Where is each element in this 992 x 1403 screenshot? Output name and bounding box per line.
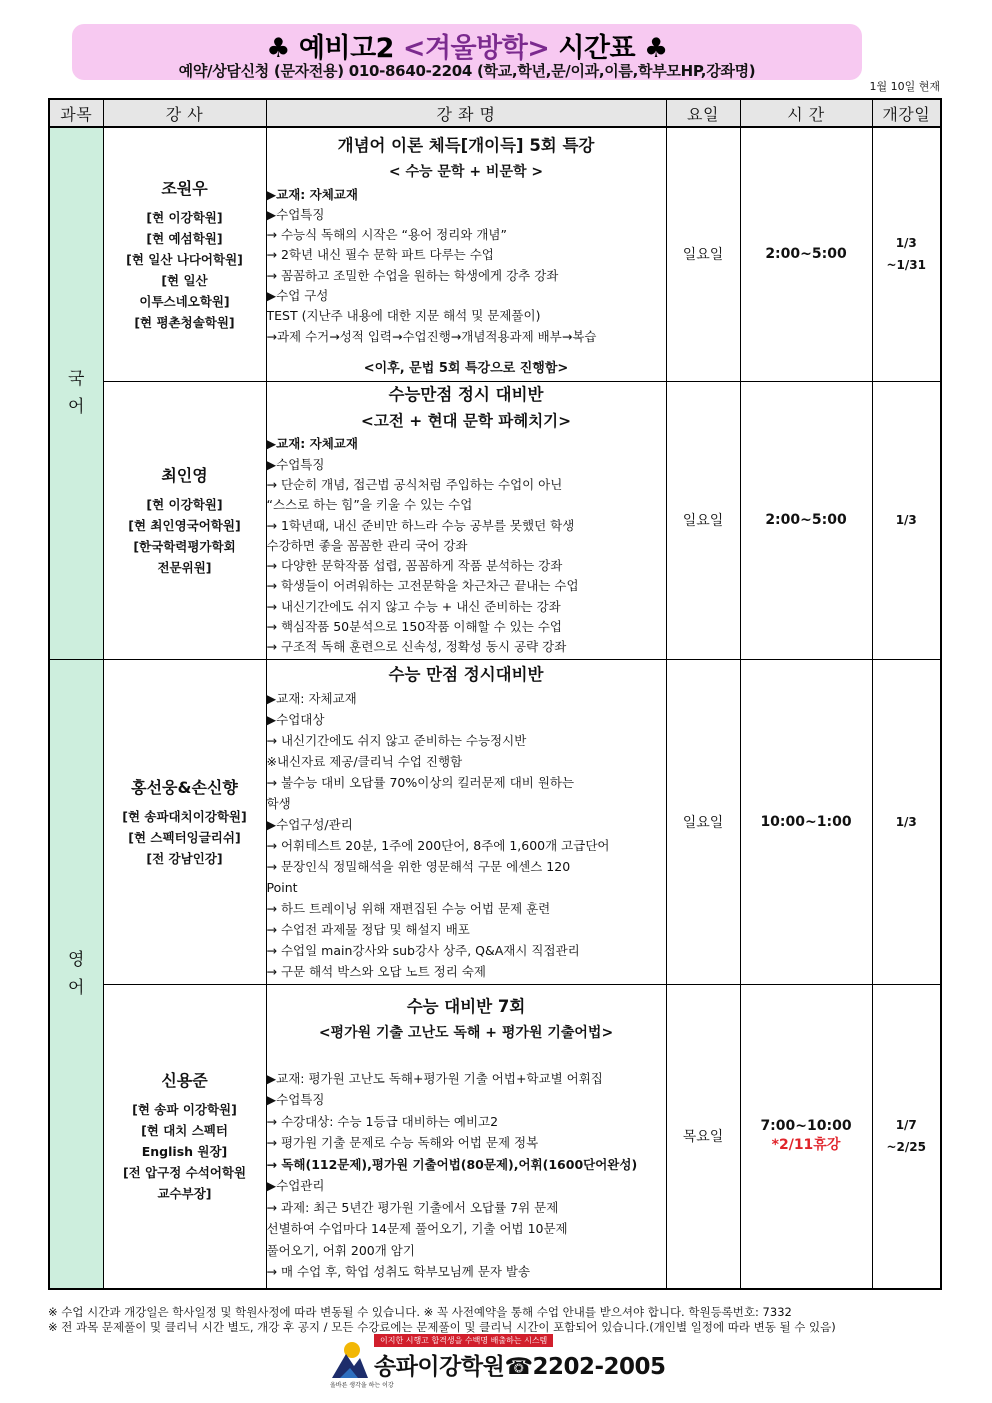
day-cell: 일요일 bbox=[666, 659, 740, 984]
as-of-date: 1월 10일 현재 bbox=[869, 80, 940, 93]
detail-line: ▶수업특징 bbox=[266, 206, 325, 222]
teacher-cred: 이투스네오학원] bbox=[139, 293, 230, 309]
open-cell bbox=[872, 381, 941, 659]
detail-line: → 과제: 최근 5년간 평가원 기출에서 오답률 7위 문제 bbox=[266, 1199, 559, 1215]
teacher-cred: [한국학력평가학회 bbox=[133, 538, 236, 554]
open-date: ~1/31 bbox=[886, 258, 926, 273]
course-cell bbox=[266, 127, 666, 381]
col-day: 요일 bbox=[666, 99, 740, 127]
footer-note: ※ 전 과목 문제풀이 및 클리닉 시간 별도, 개강 후 공지 / 모든 수강료에는 문제풀이 및 클리닉 시간이 포함되어 있습니다.(개인별 일정에 따라 변동 될 수 있음) bbox=[48, 1320, 836, 1334]
teacher-cred: [현 스펙터잉글리쉬] bbox=[128, 829, 241, 845]
detail-line: ▶수업대상 bbox=[266, 711, 325, 727]
teacher-cred: [현 송파대치이강학원] bbox=[122, 808, 247, 824]
detail-line: → 내신기간에도 쉬지 않고 준비하는 수능정시반 bbox=[266, 732, 527, 748]
detail-line: TEST (지난주 내용에 대한 지문 해석 및 문제풀이) bbox=[266, 308, 541, 324]
detail-line: ▶교재: 평가원 고난도 독해+평가원 기출 어법+학교별 어휘집 bbox=[266, 1070, 603, 1086]
detail-line: ▶수업 구성 bbox=[266, 288, 329, 304]
detail-line: → 수강대상: 수능 1등급 대비하는 예비고2 bbox=[266, 1113, 499, 1129]
teacher-cell bbox=[103, 127, 266, 381]
detail-line: → 1학년때, 내신 준비만 하느라 수능 공부를 못했던 학생 bbox=[266, 517, 575, 533]
detail-line: ※내신자료 제공/클리닉 수업 진행함 bbox=[266, 753, 463, 769]
course-note: <이후, 문법 5회 특강으로 진행함> bbox=[363, 360, 569, 376]
detail-line: → 독해(112문제),평가원 기출어법(80문제),어휘(1600단어완성) bbox=[266, 1156, 638, 1172]
detail-line: Point bbox=[266, 879, 298, 895]
open-date: 1/3 bbox=[895, 513, 917, 527]
time-cell: 2:00~5:00 bbox=[740, 127, 872, 381]
footer-note: ※ 수업 시간과 개강일은 학사일정 및 학원사정에 따라 변동될 수 있습니다. ※ 꼭 사전예약을 통해 수업 안내를 받으셔야 합니다. 학원등록번호: 7332 bbox=[48, 1305, 792, 1319]
detail-line: →과제 수거→성적 입력→수업진행→개념적용과제 배부→복습 bbox=[266, 328, 597, 344]
teacher-cred: [현 최인영국어학원] bbox=[128, 517, 241, 533]
detail-line: → 구조적 독해 훈련으로 신속성, 정확성 동시 공략 강좌 bbox=[266, 639, 567, 655]
detail-line: → 다양한 문학작품 섭렵, 꼼꼼하게 작품 분석하는 강좌 bbox=[266, 558, 563, 574]
course-details bbox=[267, 434, 666, 657]
detail-line: ▶수업구성/관리 bbox=[266, 816, 353, 832]
open-cell bbox=[872, 984, 941, 1289]
detail-line: ▶수업관리 bbox=[266, 1178, 325, 1193]
col-subject: 과목 bbox=[49, 99, 103, 127]
col-teacher: 강 사 bbox=[103, 99, 266, 127]
col-course: 강 좌 명 bbox=[266, 99, 666, 127]
detail-line: 풀어오기, 어휘 200개 암기 bbox=[266, 1242, 415, 1258]
teacher-cell bbox=[103, 984, 266, 1289]
detail-line: → 수업일 main강사와 sub강사 상주, Q&A재시 직접관리 bbox=[266, 942, 580, 958]
table-row bbox=[49, 984, 941, 1289]
detail-line: 수강하면 좋을 꼼꼼한 관리 국어 강좌 bbox=[266, 537, 468, 553]
detail-line: ▶교재: 자체교재 bbox=[266, 436, 358, 452]
course-cell bbox=[266, 381, 666, 659]
teacher-cred: English 원장] bbox=[141, 1144, 228, 1160]
course-subtitle: <고전 + 현대 문학 파헤치기> bbox=[360, 412, 572, 431]
detail-line: ▶교재: 자체교재 bbox=[266, 690, 357, 706]
detail-line: → 하드 트레이닝 위해 재편집된 수능 어법 문제 훈련 bbox=[266, 900, 551, 916]
detail-line: → 어휘테스트 20분, 1주에 200단어, 8주에 1,600개 고급단어 bbox=[266, 837, 610, 853]
academy-logo bbox=[330, 1332, 670, 1387]
teacher-cred: [현 대치 스펙터 bbox=[141, 1123, 228, 1139]
contact-subtitle: 예약/상담신청 (문자전용) 010-8640-2204 (학교,학년,문/이과,이름,학부모HP,강좌명) bbox=[178, 62, 756, 80]
teacher-name: 조원우 bbox=[161, 178, 208, 198]
teacher-cell bbox=[103, 659, 266, 984]
teacher-cred: [현 평촌청솔학원] bbox=[134, 314, 235, 330]
open-date: 1/3 bbox=[895, 814, 917, 829]
table-row bbox=[49, 381, 941, 659]
detail-line: ▶수업특징 bbox=[266, 456, 325, 472]
open-date: ~2/25 bbox=[886, 1140, 926, 1155]
col-open: 개강일 bbox=[872, 99, 941, 127]
detail-line: → 구문 해석 박스와 오답 노트 정리 숙제 bbox=[266, 963, 486, 979]
course-details bbox=[267, 688, 666, 982]
detail-line: → 문장인식 정밀해석을 위한 영문해석 구문 에센스 120 bbox=[266, 858, 571, 874]
detail-line: 학생 bbox=[266, 795, 291, 811]
teacher-name: 신용준 bbox=[161, 1071, 208, 1091]
open-date: 1/7 bbox=[895, 1118, 917, 1133]
detail-line: → 단순히 개념, 접근법 공식처럼 주입하는 수업이 아닌 bbox=[266, 476, 563, 492]
course-title: 수능만점 정시 대비반 bbox=[388, 385, 544, 405]
time-range: 7:00~10:00 bbox=[760, 1118, 852, 1135]
course-cell bbox=[266, 659, 666, 984]
detail-line: 선별하여 수업마다 14문제 풀어오기, 기출 어법 10문제 bbox=[266, 1221, 568, 1236]
detail-line: → 내신기간에도 쉬지 않고 수능 + 내신 준비하는 강좌 bbox=[266, 598, 561, 614]
teacher-name: 홍선웅&손신향 bbox=[131, 777, 238, 797]
detail-line bbox=[267, 1046, 666, 1068]
table-row bbox=[49, 127, 941, 381]
course-details bbox=[267, 185, 666, 347]
teacher-cred: [현 일산 나다어학원] bbox=[126, 251, 243, 267]
open-date: 1/3 bbox=[895, 236, 917, 251]
teacher-cred: [현 예섬학원] bbox=[146, 230, 223, 246]
teacher-cred: [현 일산 bbox=[161, 272, 208, 288]
course-cell bbox=[266, 984, 666, 1289]
holiday-note: *2/11휴강 bbox=[771, 1137, 841, 1154]
teacher-cred: [전 압구정 수석어학원 bbox=[122, 1165, 247, 1181]
academy-name: 송파이강학원☎2202-2005 bbox=[374, 1354, 666, 1380]
detail-line: → 수능식 독해의 시작은 “용어 정리와 개념” bbox=[266, 227, 507, 243]
logo-tagline: 이지한 시행고 합격생을 수백명 배출하는 시스템 bbox=[374, 1334, 553, 1347]
open-cell bbox=[872, 127, 941, 381]
logo-caption: 올바른 생각을 하는 이강 bbox=[330, 1382, 394, 1389]
detail-line: → 평가원 기출 문제로 수능 독해와 어법 문제 정복 bbox=[266, 1135, 539, 1150]
detail-line: → 불수능 대비 오답률 70%이상의 킬러문제 대비 원하는 bbox=[266, 774, 575, 790]
detail-line: → 매 수업 후, 학업 성취도 학부모님께 문자 발송 bbox=[266, 1264, 531, 1279]
teacher-cred: 전문위원] bbox=[157, 559, 212, 575]
day-cell: 일요일 bbox=[666, 127, 740, 381]
detail-line: → 수업전 과제물 정답 및 해설지 배포 bbox=[266, 921, 470, 937]
teacher-cred: [현 이강학원] bbox=[146, 209, 223, 225]
teacher-cred: [현 이강학원] bbox=[146, 496, 223, 512]
detail-line: → 학생들이 어려워하는 고전문학을 차근차근 끝내는 수업 bbox=[266, 578, 579, 594]
teacher-name: 최인영 bbox=[161, 465, 208, 485]
detail-line: → 핵심작품 50분석으로 150작품 이해할 수 있는 수업 bbox=[266, 619, 562, 635]
time-cell bbox=[740, 984, 872, 1289]
page-title: ♣ 예비고2 <겨울방학> 시간표 ♣ bbox=[266, 33, 668, 64]
col-time: 시 간 bbox=[740, 99, 872, 127]
detail-line: → 꼼꼼하고 조밀한 수업을 원하는 학생에게 강추 강좌 bbox=[266, 267, 559, 283]
footer-notes bbox=[48, 1305, 836, 1335]
subject-english: 영어 bbox=[49, 659, 103, 1289]
schedule-table bbox=[48, 98, 942, 1290]
course-title: 개념어 이론 체득[개이득] 5회 특강 bbox=[337, 135, 595, 155]
open-cell bbox=[872, 659, 941, 984]
course-subtitle: <평가원 기출 고난도 독해 + 평가원 기출어법> bbox=[318, 1025, 614, 1041]
course-title: 수능 대비반 7회 bbox=[406, 997, 526, 1016]
detail-line: → 2학년 내신 필수 문학 파트 다루는 수업 bbox=[266, 247, 494, 263]
teacher-cell bbox=[103, 381, 266, 659]
day-cell: 목요일 bbox=[666, 984, 740, 1289]
detail-line: ▶교재: 자체교재 bbox=[266, 186, 358, 202]
course-subtitle: < 수능 문학 + 비문학 > bbox=[388, 163, 544, 180]
academy-emblem-icon bbox=[330, 1338, 370, 1382]
teacher-cred: [현 송파 이강학원] bbox=[132, 1102, 237, 1118]
teacher-cred: 교수부장] bbox=[157, 1186, 212, 1202]
subject-korean: 국어 bbox=[49, 127, 103, 659]
day-cell: 일요일 bbox=[666, 381, 740, 659]
detail-line: “스스로 하는 힘”을 키울 수 있는 수업 bbox=[266, 497, 473, 513]
course-details bbox=[267, 1046, 666, 1283]
header-banner bbox=[72, 24, 862, 80]
time-cell: 2:00~5:00 bbox=[740, 381, 872, 659]
detail-line: ▶수업특징 bbox=[266, 1092, 325, 1107]
table-header-row bbox=[49, 99, 941, 127]
table-row bbox=[49, 659, 941, 984]
teacher-cred: [전 강남인강] bbox=[146, 850, 223, 866]
time-cell: 10:00~1:00 bbox=[740, 659, 872, 984]
course-title: 수능 만점 정시대비반 bbox=[388, 664, 544, 684]
